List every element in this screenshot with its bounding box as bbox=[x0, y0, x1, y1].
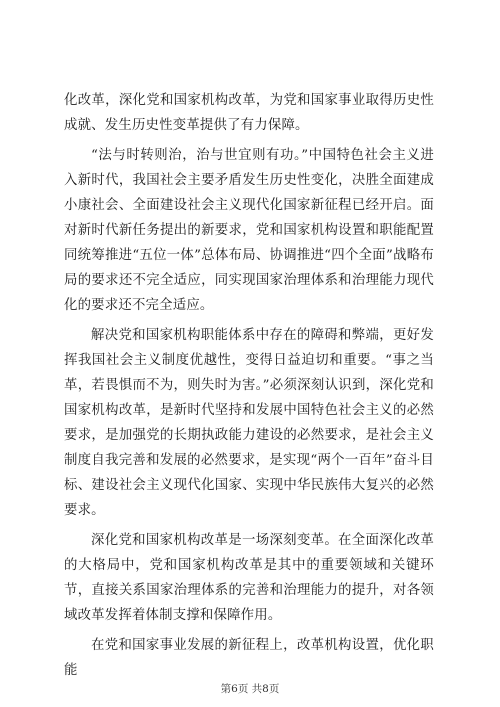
paragraph: “法与时转则治，治与世宜则有功。”中国特色社会主义进入新时代，我国社会主要矛盾发生历史性变化，决胜全面建成小康社会、全面建设社会主义现代化国家新征程已经开启。面对新时代新任务提出的新要求，党和国家机构设置和职能配置同统筹推进“五位一体”总体布局、协调推进“四个全面”战略布局的要求还不完全适应，同实现国家治理体系和治理能力现代化的要求还不完全适应。 bbox=[64, 148, 434, 313]
body-text bbox=[64, 88, 434, 683]
paragraph: 化改革，深化党和国家机构改革，为党和国家事业取得历史性成就、发生历史性变革提供了有力保障。 bbox=[64, 93, 434, 133]
page-number-footer: 第6页 共8页 bbox=[220, 683, 280, 695]
paragraph: 在党和国家事业发展的新征程上，改革机构设置，优化职能 bbox=[64, 638, 434, 678]
paragraph: 解决党和国家机构职能体系中存在的障碍和弊端，更好发挥我国社会主义制度优越性，变得日益迫切和重要。“事之当革，若畏惧而不为，则失时为害。”必须深刻认识到，深化党和国家机构改革，是新时代坚持和发展中国特色社会主义的必然要求，是加强党的长期执政能力建设的必然要求，是社会主义制度自我完善和发展的必然要求，是实现“两个一百年”奋斗目标、建设社会主义现代化国家、实现中华民族伟大复兴的必然要求。 bbox=[64, 328, 434, 518]
paragraph: 深化党和国家机构改革是一场深刻变革。在全面深化改革的大格局中，党和国家机构改革是其中的重要领域和关键环节，直接关系国家治理体系的完善和治理能力的提升，对各领域改革发挥着体制支撑和保障作用。 bbox=[64, 533, 434, 623]
